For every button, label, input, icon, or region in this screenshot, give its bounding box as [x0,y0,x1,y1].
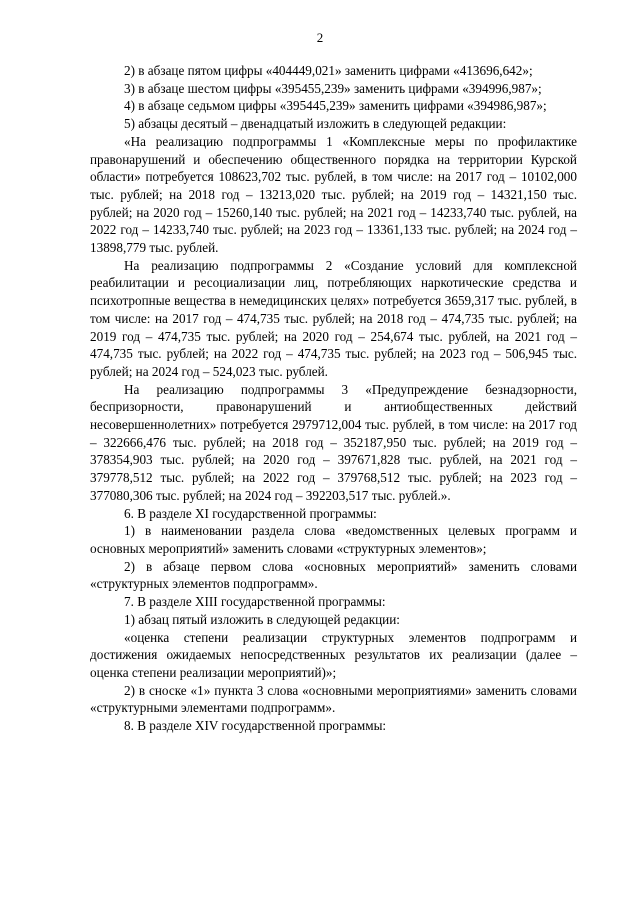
paragraph: 6. В разделе XI государственной программы: [124,505,377,521]
paragraph: 2) в сноске «1» пункта 3 слова «основными мероприятиями» заменить словами «структурными элементами подпрограмм». [90,682,577,716]
page-number: 2 [316,30,324,45]
paragraph: 2) в абзаце пятом цифры «404449,021» заменить цифрами «413696,642»; [124,63,533,78]
paragraph: 3) в абзаце шестом цифры «395455,239» заменить цифрами «394996,987»; [124,80,542,96]
paragraph: 1) в наименовании раздела слова «ведомственных целевых программ и основных мероприятий» заменить словами «структурных элементов»; [90,523,577,556]
paragraph: «На реализацию подпрограммы 1 «Комплексные меры по профилактике правонарушений и обеспечению общественного порядка на территории Курской области» потребуется 108623,702 тыс. рублей, в том числе: на 2017 год – 10102,000 тыс. рублей; на 2018 год – 13213,020 тыс. рублей; на 2019 год – 14321,150 тыс. рублей; на 2020 год – 15260,140 тыс. рублей; на 2021 год – 14233,740 тыс. рублей, на 2022 год – 14233,740 тыс. рублей; на 2023 год – 13361,133 тыс. рублей; на 2024 год – 13898,779 тыс. рублей. [90,133,577,256]
paragraph: 8. В разделе XIV государственной программы: [124,718,387,734]
paragraph: 7. В разделе XIII государственной программы: [124,594,386,610]
paragraph: «оценка степени реализации структурных элементов подпрограмм и достижения ожидаемых непосредственных результатов их реализации (далее – оценка степени реализации мероприятий)»; [90,629,577,680]
paragraph: На реализацию подпрограммы 3 «Предупреждение безнадзорности, беспризорности, правонарушений и антиобщественных действий несовершеннолетних» потребуется 2979712,004 тыс. рублей, в том числе: на 2017 год – 322666,476 тыс. рублей; на 2018 год – 352187,950 тыс. рублей; на 2019 год – 378354,903 тыс. рублей; на 2020 год – 397671,828 тыс. рублей, на 2021 год – 379778,512 тыс. рублей; на 2022 год – 379768,512 тыс. рублей; на 2023 год – 377080,306 тыс. рублей; на 2024 год – 392203,517 тыс. рублей.». [90,381,577,503]
paragraph: 4) в абзаце седьмом цифры «395445,239» заменить цифрами «394986,987»; [124,98,547,114]
paragraph: 2) в абзаце первом слова «основных мероприятий» заменить словами «структурных элементов подпрограмм». [90,558,577,592]
paragraph: 5) абзацы десятый – двенадцатый изложить в следующей редакции: [124,116,507,132]
paragraph: 1) абзац пятый изложить в следующей редакции: [124,611,400,627]
paragraph: На реализацию подпрограммы 2 «Создание условий для комплексной реабилитации и ресоциализации лиц, потребляющих наркотические средства и психотропные вещества в немедицинских целях» потребуется 3659,317 тыс. рублей, в том числе: на 2017 год – 474,735 тыс. рублей; на 2018 год – 474,735 тыс. рублей; на 2019 год – 474,735 тыс. рублей; на 2020 год – 254,674 тыс. рублей, на 2021 год – 474,735 тыс. рублей; на 2022 год – 474,735 тыс. рублей; на 2023 год – 506,945 тыс. рублей; на 2024 год – 524,023 тыс. рублей. [90,257,577,379]
document-body [90,62,577,735]
